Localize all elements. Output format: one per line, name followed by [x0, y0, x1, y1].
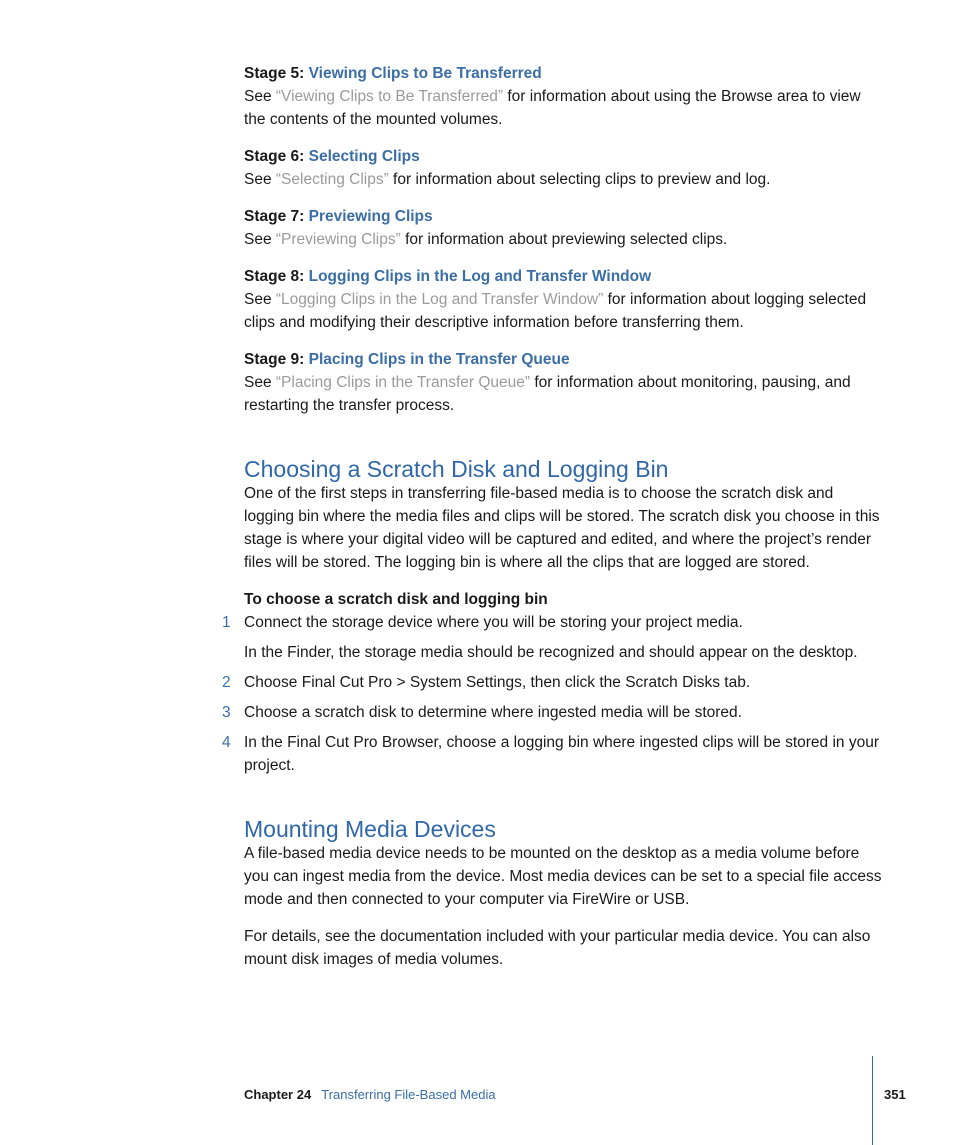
see-text: See [244, 88, 276, 105]
stage-link[interactable]: Selecting Clips [308, 148, 420, 165]
step-text: Connect the storage device where you will be storing your project media. [244, 614, 743, 631]
mounting-paragraph-2: For details, see the documentation included with your particular media device. You can also mount disk images of media volumes. [244, 928, 871, 968]
footer-chapter-title: Transferring File-Based Media [321, 1087, 496, 1102]
stage-label: Stage 5: [244, 65, 309, 82]
section-heading-mounting: Mounting Media Devices [244, 816, 496, 842]
stage-9 [244, 348, 884, 417]
stage-label: Stage 8: [244, 268, 309, 285]
step-text: In the Final Cut Pro Browser, choose a logging bin where ingested clips will be stored in your project. [244, 734, 879, 774]
step-3 [222, 701, 884, 724]
footer-divider [872, 1056, 873, 1145]
stage-5 [244, 62, 884, 131]
cross-reference-link[interactable]: “Viewing Clips to Be Transferred” [275, 88, 504, 105]
stage-link[interactable]: Logging Clips in the Log and Transfer Window [308, 268, 652, 285]
section-intro-paragraph: One of the first steps in transferring file-based media is to choose the scratch disk and logging bin where the media files and clips will be stored. The scratch disk you choose in this stage is where your digital video will be captured and edited, and where the project’s render files will be stored. The logging bin is where all the clips that are logged are stored. [244, 485, 880, 571]
step-note: In the Finder, the storage media should be recognized and should appear on the desktop. [244, 644, 858, 661]
stage-description [244, 168, 884, 191]
stage-link[interactable]: Viewing Clips to Be Transferred [308, 65, 542, 82]
stage-description [244, 288, 884, 334]
stage-6 [244, 145, 884, 191]
stage-heading [244, 62, 884, 85]
stage-heading [244, 265, 884, 288]
cross-reference-link[interactable]: “Placing Clips in the Transfer Queue” [275, 374, 531, 391]
step-2 [222, 671, 884, 694]
step-text: Choose Final Cut Pro > System Settings, then click the Scratch Disks tab. [244, 674, 751, 691]
step-1 [222, 611, 884, 634]
cross-reference-link[interactable]: “Logging Clips in the Log and Transfer Window” [275, 291, 604, 308]
see-text: See [244, 231, 276, 248]
step-4 [222, 731, 884, 777]
procedure-title: To choose a scratch disk and logging bin [244, 591, 548, 608]
stage-label: Stage 6: [244, 148, 309, 165]
description-text: for information about logging selected clips and modifying their descriptive information before transferring them. [244, 291, 867, 331]
stage-label: Stage 7: [244, 208, 309, 225]
see-text: See [244, 291, 276, 308]
stage-heading [244, 145, 884, 168]
stage-8 [244, 265, 884, 334]
cross-reference-link[interactable]: “Selecting Clips” [275, 171, 389, 188]
step-text: Choose a scratch disk to determine where ingested media will be stored. [244, 704, 742, 721]
section-heading-scratch-disk: Choosing a Scratch Disk and Logging Bin [244, 456, 669, 482]
description-text: for information about using the Browse area to view the contents of the mounted volumes. [244, 88, 861, 128]
cross-reference-link[interactable]: “Previewing Clips” [275, 231, 401, 248]
mounting-paragraph-1: A file-based media device needs to be mounted on the desktop as a media volume before you can ingest media from the device. Most media devices can be set to a special file access mode and then connected to your computer via FireWire or USB. [244, 845, 882, 908]
description-text: for information about monitoring, pausing, and restarting the transfer process. [244, 374, 851, 414]
description-text: for information about previewing selected clips. [400, 231, 728, 248]
stage-link[interactable]: Placing Clips in the Transfer Queue [308, 351, 570, 368]
stage-heading [244, 348, 884, 371]
stage-link[interactable]: Previewing Clips [308, 208, 433, 225]
step-number: 4 [222, 734, 231, 751]
stage-description [244, 228, 884, 251]
footer-chapter-number: Chapter 24 [244, 1087, 312, 1102]
stage-label: Stage 9: [244, 351, 309, 368]
step-number: 3 [222, 704, 231, 721]
stage-7 [244, 205, 884, 251]
page-number: 351 [884, 1087, 906, 1102]
see-text: See [244, 171, 276, 188]
see-text: See [244, 374, 276, 391]
stage-description [244, 85, 884, 131]
page-content [222, 62, 884, 971]
stage-heading [244, 205, 884, 228]
stage-description [244, 371, 884, 417]
step-number: 2 [222, 674, 231, 691]
description-text: for information about selecting clips to preview and log. [388, 171, 771, 188]
step-number: 1 [222, 614, 231, 631]
page-footer [244, 1086, 496, 1104]
